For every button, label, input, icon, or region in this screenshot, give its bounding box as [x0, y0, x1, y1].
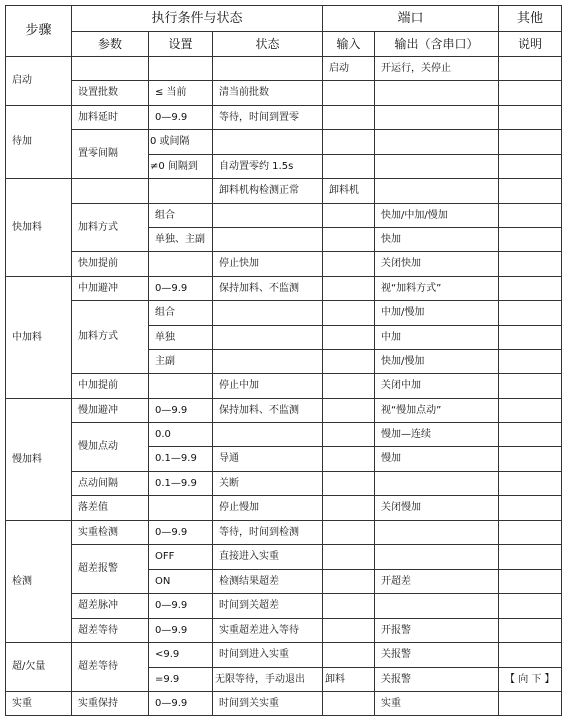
state-cell: 等待，时间到检测 — [213, 521, 323, 545]
table-row — [6, 130, 562, 155]
input-cell: 启动 — [323, 57, 375, 81]
header-param: 参数 — [72, 32, 149, 57]
note-cell — [499, 277, 562, 301]
state-cell: 实重超差进入等待 — [213, 619, 323, 643]
param-cell: 中加提前 — [72, 374, 149, 399]
step-cell: 启动 — [6, 57, 72, 106]
param-cell — [72, 179, 149, 204]
state-cell: 卸料机构检测正常 — [213, 179, 323, 204]
note-cell — [499, 57, 562, 81]
input-cell — [323, 692, 375, 716]
output-cell: 快加 — [375, 228, 499, 252]
state-cell: 无限等待，手动退出 — [213, 668, 323, 692]
setting-cell: =9.9 — [149, 668, 213, 692]
output-cell — [375, 521, 499, 545]
output-cell — [375, 594, 499, 619]
note-cell — [499, 252, 562, 277]
output-cell — [375, 472, 499, 496]
state-cell: 停止慢加 — [213, 496, 323, 521]
output-cell: 关闭慢加 — [375, 496, 499, 521]
setting-cell: 0—9.9 — [149, 399, 213, 423]
setting-cell: ON — [149, 570, 213, 594]
step-cell: 实重 — [6, 692, 72, 716]
output-cell: 关闭中加 — [375, 374, 499, 399]
table-row — [6, 496, 562, 521]
param-cell: 超差脉冲 — [72, 594, 149, 619]
table-row — [6, 521, 562, 545]
state-cell: 时间到关实重 — [213, 692, 323, 716]
note-cell — [499, 594, 562, 619]
setting-cell: 0.1—9.9 — [149, 472, 213, 496]
table-row — [6, 399, 562, 423]
input-cell — [323, 350, 375, 374]
param-cell: 超差报警 — [72, 545, 149, 594]
table-row — [6, 423, 562, 447]
output-cell — [375, 81, 499, 106]
output-cell: 快加/中加/慢加 — [375, 204, 499, 228]
state-cell — [213, 130, 323, 155]
setting-cell: 组合 — [149, 301, 213, 326]
note-cell — [499, 472, 562, 496]
note-cell: 【 向 下 】 — [499, 668, 562, 692]
setting-cell: OFF — [149, 545, 213, 570]
table-row — [6, 643, 562, 668]
output-cell: 实重 — [375, 692, 499, 716]
table-row — [6, 252, 562, 277]
state-cell: 停止中加 — [213, 374, 323, 399]
table-row — [6, 277, 562, 301]
header-output: 输出（含串口） — [375, 32, 499, 57]
input-cell — [323, 399, 375, 423]
note-cell — [499, 81, 562, 106]
setting-cell: ≤ 当前 — [149, 81, 213, 106]
param-cell: 慢加避冲 — [72, 399, 149, 423]
header-conditions: 执行条件与状态 — [72, 6, 323, 32]
setting-cell: 0—9.9 — [149, 619, 213, 643]
header-note: 说明 — [499, 32, 562, 57]
param-cell: 中加避冲 — [72, 277, 149, 301]
header-row-1 — [6, 6, 562, 32]
setting-cell: 0—9.9 — [149, 692, 213, 716]
output-cell: 开超差 — [375, 570, 499, 594]
param-cell: 实重检测 — [72, 521, 149, 545]
state-cell — [213, 57, 323, 81]
setting-cell: 0.1—9.9 — [149, 447, 213, 472]
param-cell: 落差值 — [72, 496, 149, 521]
setting-cell — [149, 57, 213, 81]
setting-cell: 组合 — [149, 204, 213, 228]
output-cell — [375, 106, 499, 130]
output-cell: 中加 — [375, 326, 499, 350]
note-cell — [499, 521, 562, 545]
input-cell — [323, 155, 375, 179]
output-cell — [375, 545, 499, 570]
table-row — [6, 301, 562, 326]
note-cell — [499, 447, 562, 472]
state-cell — [213, 228, 323, 252]
note-cell — [499, 545, 562, 570]
setting-cell: 单独、主副 — [149, 228, 213, 252]
input-cell — [323, 326, 375, 350]
input-cell — [323, 570, 375, 594]
setting-cell: 0.0 — [149, 423, 213, 447]
input-cell — [323, 496, 375, 521]
input-cell — [323, 447, 375, 472]
output-cell: 视“加料方式” — [375, 277, 499, 301]
input-cell — [323, 472, 375, 496]
setting-cell — [149, 179, 213, 204]
note-cell — [499, 423, 562, 447]
input-cell: 卸料机 — [323, 179, 375, 204]
note-cell — [499, 179, 562, 204]
note-cell — [499, 301, 562, 326]
table-row — [6, 619, 562, 643]
output-cell: 关报警 — [375, 643, 499, 668]
step-cell: 慢加料 — [6, 399, 72, 521]
param-cell: 设置批数 — [72, 81, 149, 106]
setting-cell: 0—9.9 — [149, 594, 213, 619]
note-cell — [499, 204, 562, 228]
state-cell: 直接进入实重 — [213, 545, 323, 570]
state-cell: 保持加料、不监测 — [213, 399, 323, 423]
state-cell: 等待，时间到置零 — [213, 106, 323, 130]
setting-cell: 主副 — [149, 350, 213, 374]
setting-cell: 0—9.9 — [149, 106, 213, 130]
output-cell: 关闭快加 — [375, 252, 499, 277]
header-other: 其他 — [499, 6, 562, 32]
header-port: 端口 — [323, 6, 499, 32]
input-cell — [323, 643, 375, 668]
param-cell: 快加提前 — [72, 252, 149, 277]
output-cell: 中加/慢加 — [375, 301, 499, 326]
setting-cell — [149, 374, 213, 399]
note-cell — [499, 326, 562, 350]
input-cell — [323, 545, 375, 570]
note-cell — [499, 643, 562, 668]
input-cell — [323, 81, 375, 106]
table-row — [6, 692, 562, 716]
note-cell — [499, 228, 562, 252]
setting-cell: 0—9.9 — [149, 277, 213, 301]
state-cell: 时间到进入实重 — [213, 643, 323, 668]
note-cell — [499, 155, 562, 179]
setting-cell: 0—9.9 — [149, 521, 213, 545]
setting-cell: 单独 — [149, 326, 213, 350]
output-cell: 开报警 — [375, 619, 499, 643]
step-cell: 检测 — [6, 521, 72, 643]
note-cell — [499, 106, 562, 130]
table-row — [6, 81, 562, 106]
setting-cell: 0 或间隔 — [149, 130, 213, 155]
state-cell: 时间到关超差 — [213, 594, 323, 619]
input-cell — [323, 619, 375, 643]
state-cell — [213, 301, 323, 326]
state-cell: 关断 — [213, 472, 323, 496]
param-cell: 超差等待 — [72, 619, 149, 643]
output-cell — [375, 179, 499, 204]
input-cell — [323, 130, 375, 155]
state-cell: 保持加料、不监测 — [213, 277, 323, 301]
output-cell: 开运行，关停止 — [375, 57, 499, 81]
note-cell — [499, 374, 562, 399]
state-cell: 清当前批数 — [213, 81, 323, 106]
input-cell — [323, 106, 375, 130]
input-cell — [323, 228, 375, 252]
state-cell: 停止快加 — [213, 252, 323, 277]
input-cell — [323, 301, 375, 326]
output-cell — [375, 130, 499, 155]
param-cell: 加料延时 — [72, 106, 149, 130]
input-cell — [323, 252, 375, 277]
note-cell — [499, 130, 562, 155]
note-cell — [499, 350, 562, 374]
output-cell — [375, 155, 499, 179]
param-cell: 加料方式 — [72, 204, 149, 252]
step-cell: 中加料 — [6, 277, 72, 399]
table-row — [6, 472, 562, 496]
output-cell: 慢加 — [375, 447, 499, 472]
state-cell — [213, 204, 323, 228]
input-cell — [323, 374, 375, 399]
setting-cell — [149, 252, 213, 277]
input-cell — [323, 204, 375, 228]
input-cell — [323, 594, 375, 619]
state-cell: 检测结果超差 — [213, 570, 323, 594]
step-cell: 超/欠量 — [6, 643, 72, 692]
table-row — [6, 204, 562, 228]
param-cell: 超差等待 — [72, 643, 149, 692]
table-row — [6, 545, 562, 570]
header-input: 输入 — [323, 32, 375, 57]
header-step: 步骤 — [6, 6, 72, 57]
step-cell: 待加 — [6, 106, 72, 179]
note-cell — [499, 496, 562, 521]
setting-cell — [149, 496, 213, 521]
output-cell: 视“慢加点动” — [375, 399, 499, 423]
note-cell — [499, 619, 562, 643]
table-row — [6, 374, 562, 399]
note-cell — [499, 570, 562, 594]
param-cell: 点动间隔 — [72, 472, 149, 496]
param-cell: 慢加点动 — [72, 423, 149, 472]
param-cell — [72, 57, 149, 81]
table-row — [6, 594, 562, 619]
note-cell — [499, 692, 562, 716]
input-cell — [323, 521, 375, 545]
param-cell: 加料方式 — [72, 301, 149, 374]
state-cell — [213, 350, 323, 374]
output-cell: 快加/慢加 — [375, 350, 499, 374]
step-cell: 快加料 — [6, 179, 72, 277]
param-cell: 实重保持 — [72, 692, 149, 716]
state-cell — [213, 326, 323, 350]
output-cell: 关报警 — [375, 668, 499, 692]
input-cell — [323, 277, 375, 301]
table-row — [6, 179, 562, 204]
table-row — [6, 57, 562, 81]
setting-cell: <9.9 — [149, 643, 213, 668]
table-row — [6, 106, 562, 130]
note-cell — [499, 399, 562, 423]
process-table — [5, 5, 562, 716]
header-row-2 — [6, 32, 562, 57]
header-state: 状态 — [213, 32, 323, 57]
input-cell: 卸料 — [323, 668, 375, 692]
state-cell — [213, 423, 323, 447]
state-cell: 自动置零约 1.5s — [213, 155, 323, 179]
param-cell: 置零间隔 — [72, 130, 149, 179]
setting-cell: ≠0 间隔到 — [149, 155, 213, 179]
output-cell: 慢加—连续 — [375, 423, 499, 447]
state-cell: 导通 — [213, 447, 323, 472]
input-cell — [323, 423, 375, 447]
header-setting: 设置 — [149, 32, 213, 57]
